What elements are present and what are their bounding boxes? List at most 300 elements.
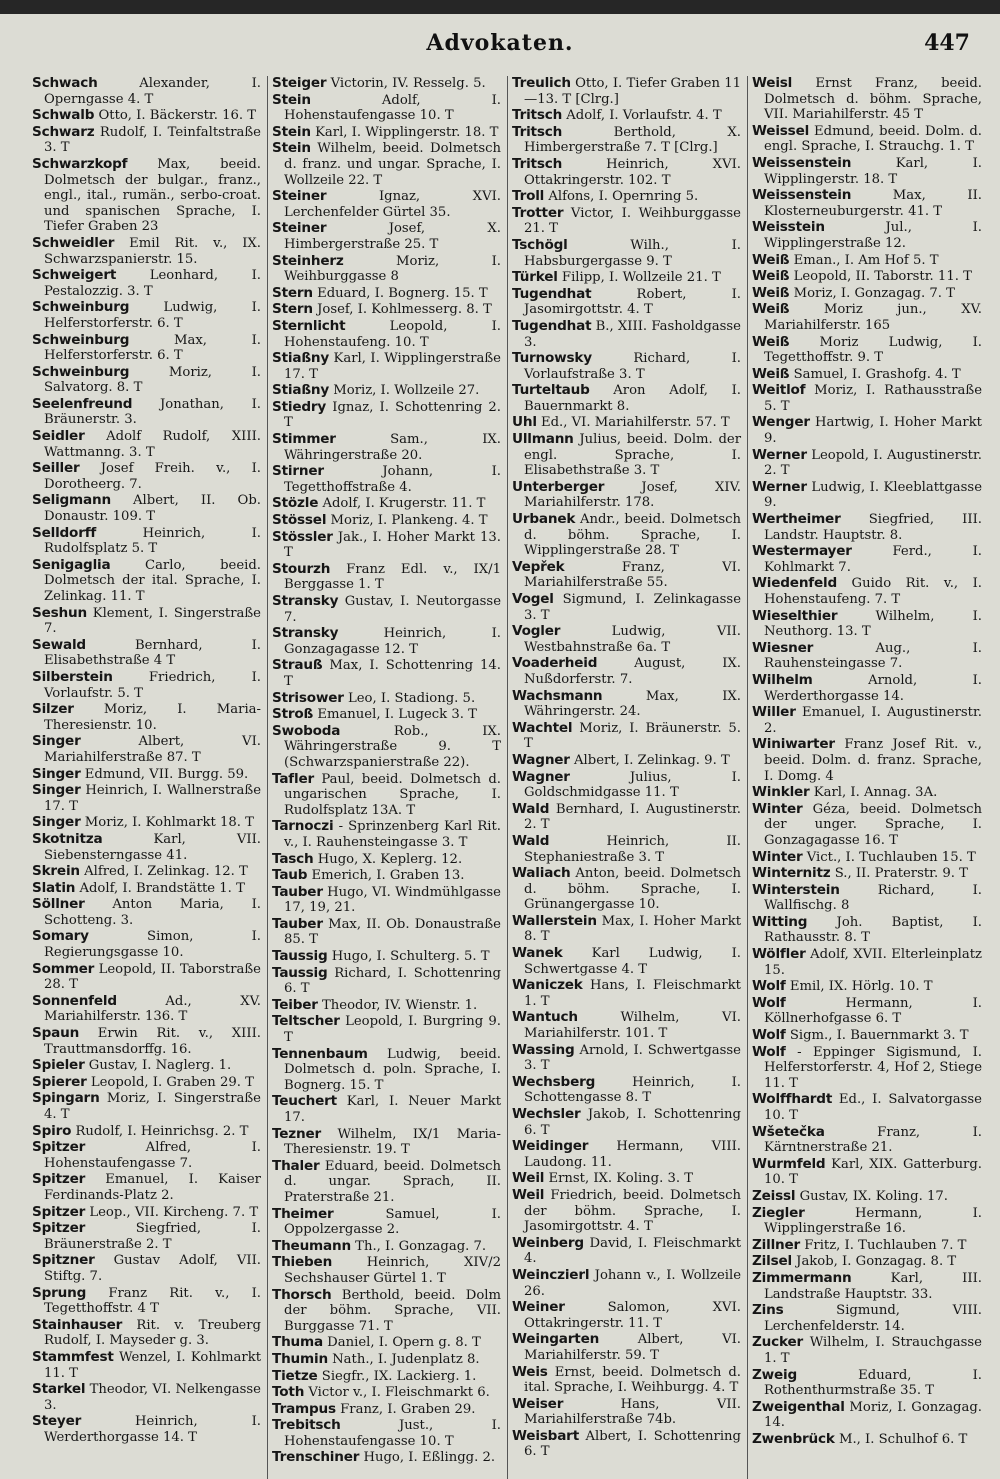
entry-details: Rudolf, I. Heinrichsg. 2. T — [75, 1123, 249, 1139]
entry-details: Siegfried, I. Bräunerstraße 2. T — [44, 1221, 261, 1252]
directory-entry — [752, 1125, 982, 1156]
entry-details: Th., I. Gonzagag. 7. — [355, 1238, 487, 1254]
entry-details: Anton Maria, I. Schotteng. 3. — [44, 897, 261, 928]
entry-name: Weil — [512, 1186, 545, 1203]
directory-entry — [512, 721, 741, 752]
entry-details: Leopold, I. Hohenstaufeng. 10. T — [284, 318, 501, 350]
directory-entry — [32, 558, 261, 605]
entry-details: Otto, I. Tiefer Graben 11—13. T [Clrg.] — [524, 76, 741, 107]
entry-details: Moriz, I. Bräunerstr. 5. T — [524, 720, 741, 752]
directory-entry — [272, 594, 501, 625]
entry-name: Wagner — [512, 768, 570, 785]
entry-details: Alfred, I. Hohenstaufengasse 7. — [44, 1140, 261, 1171]
entry-details: Leopold, I. Burgring 9. T — [284, 1014, 501, 1046]
entry-details: Fritz, I. Tuchlauben 7. T — [804, 1237, 967, 1253]
entry-details: Franz Josef Rit. v., beeid. Dolm. d. franz. Sprache, I. Domg. 4 — [764, 737, 982, 784]
directory-entry — [512, 351, 741, 382]
directory-entry — [752, 335, 982, 366]
entry-name: Winternitz — [752, 865, 831, 882]
entry-name: Weinberg — [512, 1234, 584, 1251]
directory-entry — [752, 480, 982, 511]
directory-entry — [512, 834, 741, 865]
entry-details: Hermann, I. Köllnerhofgasse 6. T — [764, 995, 982, 1027]
entry-details: Leopold, I. Augustinerstr. 2. T — [764, 447, 982, 479]
entry-name: Weiß — [752, 268, 790, 285]
directory-entry — [272, 1159, 501, 1206]
directory-entry — [272, 1418, 501, 1449]
directory-entry — [512, 125, 741, 156]
directory-entry — [272, 1369, 501, 1385]
directory-entry — [32, 897, 261, 928]
entry-name: Stiaßny — [272, 382, 330, 399]
entry-name: Wolf — [752, 994, 786, 1011]
entry-details: Ludwig, VII. Westbahnstraße 6a. T — [524, 624, 741, 655]
entry-details: Leo, I. Stadiong. 5. — [347, 690, 476, 706]
entry-name: Schweinburg — [32, 299, 130, 316]
entry-details: Siegfr., IX. Lackierg. 1. — [321, 1368, 477, 1384]
entry-details: Josef, X. Himbergerstraße 25. T — [284, 221, 501, 252]
entry-name: Weiß — [752, 251, 790, 268]
directory-entry — [512, 802, 741, 833]
entry-details: Max, I. Helferstorferstr. 6. T — [44, 332, 261, 364]
entry-details: Max, I. Hoher Markt 8. T — [524, 913, 741, 945]
entry-name: Stözle — [272, 495, 319, 512]
entry-details: Hermann, I. Wipplingerstraße 16. — [764, 1205, 982, 1237]
entry-name: Türkel — [512, 269, 558, 286]
entry-details: Salomon, XVI. Ottakringerstr. 11. T — [524, 1300, 741, 1331]
entry-name: Winterstein — [752, 881, 840, 898]
entry-name: Uhl — [512, 414, 537, 431]
directory-entry — [512, 1236, 741, 1267]
entry-name: Strauß — [272, 657, 323, 674]
entry-details: Sigmund, I. Zelinkagasse 3. T — [524, 592, 741, 623]
entry-name: Zucker — [752, 1334, 803, 1351]
entry-name: Weil — [512, 1170, 545, 1187]
entry-details: Karl, I. Annag. 3A. — [813, 785, 938, 801]
entry-name: Wiedenfeld — [752, 575, 838, 592]
entry-name: Thumin — [272, 1350, 328, 1367]
entry-details: Leop., VII. Kircheng. 7. T — [89, 1204, 259, 1220]
directory-entry — [512, 560, 741, 591]
entry-details: Ernst, beeid. Dolmetsch d. ital. Sprache, I. Weihburgg. 4. T — [524, 1364, 741, 1396]
entry-name: Spiro — [32, 1122, 72, 1139]
directory-entry — [752, 1303, 982, 1334]
directory-entry — [752, 156, 982, 187]
entry-details: Moriz, I. Salvatorg. 8. T — [44, 364, 261, 396]
directory-entry — [272, 302, 501, 318]
directory-entry — [512, 1429, 741, 1460]
directory-entry — [32, 333, 261, 364]
entry-details: Adolf, I. Vorlaufstr. 4. T — [566, 108, 722, 124]
entry-details: Wilhelm, VI. Mariahilferstr. 101. T — [524, 1010, 741, 1042]
entry-name: Somary — [32, 928, 89, 945]
directory-entry — [512, 157, 741, 188]
directory-entry — [272, 626, 501, 657]
entry-name: Stössler — [272, 528, 333, 545]
entry-details: Emanuel, I. Kaiser Ferdinands-Platz 2. — [44, 1172, 261, 1203]
entry-name: Tauber — [272, 915, 323, 932]
entry-name: Stroß — [272, 706, 314, 723]
directory-entry — [32, 397, 261, 428]
directory-entry — [32, 929, 261, 960]
entry-details: Heinrich, XIV/2 Sechshauser Gürtel 1. T — [284, 1255, 501, 1286]
directory-entry — [272, 724, 501, 771]
entry-name: Werner — [752, 478, 807, 495]
entry-name: Weiner — [512, 1299, 565, 1316]
directory-entry — [752, 802, 982, 849]
entry-name: Strisower — [272, 689, 344, 706]
entry-details: Victor v., I. Fleischmarkt 6. — [308, 1385, 490, 1401]
directory-entry — [752, 1189, 982, 1205]
entry-details: Alfons, I. Opernring 5. — [548, 189, 699, 205]
entry-details: Victor, I. Weihburggasse 21. T — [524, 205, 741, 237]
entry-details: Richard, I. Wallfischg. 8 — [764, 882, 982, 914]
entry-details: Carlo, beeid. Dolmetsch der ital. Sprache, I. Zelinkag. 11. T — [44, 557, 261, 604]
entry-name: Thieben — [272, 1254, 333, 1271]
entry-name: Vepřek — [512, 558, 565, 575]
entry-name: Stammfest — [32, 1348, 114, 1365]
directory-entry — [32, 767, 261, 783]
directory-entry — [32, 1026, 261, 1057]
directory-entry — [32, 1382, 261, 1413]
directory-entry — [752, 850, 982, 866]
entry-details: Gustav Adolf, VII. Stiftg. 7. — [44, 1253, 261, 1284]
entry-name: Zwenbrück — [752, 1430, 835, 1447]
directory-entry — [512, 1075, 741, 1106]
directory-entry — [512, 287, 741, 318]
entry-details: Wilhelm, I. Neuthorg. 13. T — [764, 608, 982, 640]
entry-details: Friedrich, beeid. Dolmetsch der böhm. Sprache, I. Jasomirgottstr. 4. T — [524, 1187, 741, 1235]
directory-entry — [32, 1318, 261, 1349]
entry-name: Wolf — [752, 1043, 786, 1060]
entry-details: Eman., I. Am Hof 5. T — [793, 252, 939, 268]
directory-entry — [752, 512, 982, 543]
entry-details: Aug., I. Rauhensteingasse 7. — [764, 640, 982, 672]
directory-entry — [272, 1288, 501, 1335]
directory-entry — [272, 125, 501, 141]
directory-entry — [752, 737, 982, 784]
directory-entry — [32, 526, 261, 557]
page-number: 447 — [924, 30, 970, 56]
entry-details: Wilhelm, IX/1 Maria-Theresienstr. 19. T — [284, 1126, 501, 1158]
entry-name: Voaderheid — [512, 655, 598, 672]
entry-name: Spierer — [32, 1073, 87, 1090]
entry-details: S., II. Praterstr. 9. T — [834, 866, 968, 882]
directory-entry — [512, 1397, 741, 1428]
entry-name: Winkler — [752, 784, 810, 801]
directory-entry — [752, 415, 982, 446]
entry-details: Moriz, I. Rathausstraße 5. T — [764, 383, 982, 414]
directory-entry — [752, 1238, 982, 1254]
entry-details: Arnold, I. Werderthorgasse 14. — [764, 672, 982, 704]
entry-name: Sommer — [32, 960, 95, 977]
directory-entry — [512, 270, 741, 286]
entry-details: Wilh., I. Habsburgergasse 9. T — [524, 237, 741, 269]
directory-entry — [32, 1221, 261, 1252]
entry-name: Wurmfeld — [752, 1155, 826, 1172]
directory-entry — [272, 658, 501, 689]
directory-entry — [32, 268, 261, 299]
directory-entry — [32, 606, 261, 637]
directory-entry — [512, 914, 741, 945]
entry-details: Eduard, I. Rothenthurmstraße 35. T — [764, 1367, 982, 1399]
directory-entry — [32, 108, 261, 124]
entry-details: David, I. Fleischmarkt 4. — [524, 1235, 741, 1267]
entry-name: Tennenbaum — [272, 1045, 368, 1062]
entry-name: Tafler — [272, 770, 314, 787]
entry-details: Heinrich, I. Werderthorgasse 14. T — [44, 1414, 261, 1445]
entry-name: Singer — [32, 814, 81, 831]
entry-details: Friedrich, I. Vorlaufstr. 5. T — [44, 669, 261, 701]
entry-name: Trampus — [272, 1400, 336, 1417]
entry-name: Weissenstein — [752, 187, 852, 204]
entry-details: Gustav, I. Neutorgasse 7. — [284, 594, 501, 625]
entry-name: Vogler — [512, 623, 561, 640]
entry-details: Leopold, II. Taborstraße 28. T — [44, 961, 261, 993]
entry-details: Hartwig, I. Hoher Markt 9. — [764, 415, 982, 447]
directory-entry — [32, 832, 261, 863]
entry-details: Gustav, IX. Koling. 17. — [799, 1188, 948, 1204]
entry-details: Jul., I. Wipplingerstraße 12. — [764, 220, 982, 251]
entry-details: Emanuel, I. Lugeck 3. T — [317, 707, 477, 723]
entry-details: Heinrich, II. Stephaniestraße 3. T — [524, 833, 741, 865]
entry-details: Andr., beeid. Dolmetsch d. böhm. Sprache, I. Wipplingerstraße 28. T — [524, 512, 741, 559]
entry-name: Taussig — [272, 948, 328, 965]
entry-details: Theodor, VI. Nelkengasse 3. — [44, 1382, 261, 1413]
entry-details: Bernhard, I. Augustinerstr. 2. T — [524, 801, 741, 833]
entry-name: Wantuch — [512, 1009, 578, 1026]
directory-entry — [512, 1188, 741, 1235]
entry-details: Siegfried, III. Landstr. Hauptstr. 8. — [764, 512, 982, 543]
entry-details: Moriz Ludwig, I. Tegetthoffstr. 9. T — [764, 334, 982, 366]
entry-name: Steiger — [272, 76, 327, 91]
directory-entry — [752, 609, 982, 640]
entry-name: Treulich — [512, 76, 571, 91]
directory-entry — [272, 286, 501, 302]
entry-details: Sigmund, VIII. Lerchenfelderstr. 14. — [764, 1303, 982, 1334]
directory-entry — [752, 76, 982, 123]
directory-entry — [272, 998, 501, 1014]
entry-name: Spitzer — [32, 1171, 86, 1188]
entry-details: Johann v., I. Wollzeile 26. — [524, 1267, 741, 1299]
entry-name: Stiaßny — [272, 350, 330, 367]
entry-name: Schweigert — [32, 267, 117, 284]
entry-name: Stössel — [272, 512, 327, 529]
directory-entry — [272, 76, 501, 92]
directory-entry — [32, 1205, 261, 1221]
directory-entry — [272, 221, 501, 252]
entry-details: Ed., VI. Mariahilferstr. 57. T — [540, 415, 730, 431]
entry-details: Rit. v. Treuberg Rudolf, I. Mayseder g. 3. — [44, 1317, 261, 1349]
directory-entry — [272, 917, 501, 948]
entry-details: Emanuel, I. Augustinerstr. 2. — [764, 705, 982, 736]
entry-details: Adolf, I. Brandstätte 1. T — [79, 880, 245, 896]
directory-entry — [512, 1268, 741, 1299]
entry-details: Ferd., I. Kohlmarkt 7. — [764, 544, 982, 575]
directory-entry — [512, 1043, 741, 1074]
entry-details: Rudolf, I. Teinfaltstraße 3. T — [44, 124, 261, 156]
directory-entry — [272, 496, 501, 512]
directory-entry — [272, 1450, 501, 1466]
directory-entry — [32, 300, 261, 331]
entry-details: Adolf, XVII. Elterleinplatz 15. — [764, 947, 982, 978]
directory-entry — [752, 253, 982, 269]
directory-entry — [752, 1092, 982, 1123]
directory-entry — [752, 188, 982, 219]
entry-details: Franz, I. Graben 29. — [340, 1401, 476, 1417]
entry-details: Karl, I. Wipplingerstr. 18. T — [315, 124, 499, 140]
entry-details: Samuel, I. Oppolzergasse 2. — [284, 1206, 501, 1238]
entry-details: Wenzel, I. Kohlmarkt 11. T — [44, 1349, 261, 1381]
entry-details: Franz Rit. v., I. Tegetthoffstr. 4 T — [44, 1285, 261, 1317]
entry-name: Spaun — [32, 1025, 80, 1042]
directory-entry — [512, 206, 741, 237]
entry-details: Heinrich, XVI. Ottakringerstr. 102. T — [524, 156, 741, 188]
entry-name: Stirner — [272, 463, 324, 480]
entry-details: Ludwig, I. Kleeblattgasse 9. — [764, 479, 982, 511]
entry-name: Wechsberg — [512, 1073, 596, 1090]
entry-details: Emil Rit. v., IX. Schwarzspanierstr. 15. — [44, 235, 261, 267]
entry-details: Albert, VI. Mariahilferstr. 59. T — [524, 1332, 741, 1363]
entry-name: Sonnenfeld — [32, 992, 117, 1009]
entry-name: Thuma — [272, 1334, 323, 1351]
entry-details: Berthold, beeid. Dolm der böhm. Sprache, VII. Burggasse 71. T — [284, 1287, 501, 1334]
column-2 — [268, 76, 508, 1479]
entry-name: Steiner — [272, 220, 327, 237]
entry-details: Klement, I. Singerstraße 7. — [44, 605, 261, 637]
entry-name: Tietze — [272, 1367, 318, 1384]
entry-details: Ad., XV. Mariahilferstr. 136. T — [44, 993, 261, 1025]
directory-entry — [512, 319, 741, 350]
entry-name: Willer — [752, 704, 796, 721]
entry-details: Josef Freih. v., I. Dorotheerg. 7. — [44, 461, 261, 492]
entry-name: Stein — [272, 123, 311, 140]
entry-name: Wšetečka — [752, 1123, 825, 1140]
entry-details: Heinrich, I. Wallnerstraße 17. T — [44, 783, 261, 814]
entry-details: August, IX. Nußdorferstr. 7. — [524, 656, 741, 687]
directory-entry — [272, 949, 501, 965]
entry-name: Turnowsky — [512, 350, 592, 367]
directory-entry — [32, 702, 261, 733]
entry-name: Tauber — [272, 883, 323, 900]
page-title: Advokaten. — [426, 30, 574, 56]
directory-entry — [32, 1058, 261, 1074]
directory-entry — [272, 319, 501, 350]
entry-name: Zins — [752, 1302, 784, 1319]
directory-entry — [752, 544, 982, 575]
entry-details: Max, IX. Währingerstr. 24. — [524, 688, 741, 720]
directory-entry — [32, 1172, 261, 1203]
entry-details: Franz Edl. v., IX/1 Berggasse 1. T — [284, 561, 501, 593]
entry-name: Taussig — [272, 964, 328, 981]
entry-name: Toth — [272, 1384, 305, 1401]
directory-entry — [512, 978, 741, 1009]
entry-details: Sigm., I. Bauernmarkt 3. T — [789, 1028, 969, 1044]
entry-details: Moriz, I. Singerstraße 4. T — [44, 1091, 261, 1122]
entry-details: Alexander, I. Operngasse 4. T — [44, 76, 261, 107]
directory-entry — [512, 1365, 741, 1396]
directory-entry — [752, 1206, 982, 1237]
entry-name: Thorsch — [272, 1286, 332, 1303]
entry-name: Wilhelm — [752, 671, 813, 688]
directory-entry — [32, 461, 261, 492]
entry-name: Stransky — [272, 593, 339, 609]
directory-entry — [272, 1385, 501, 1401]
directory-entry — [512, 753, 741, 769]
directory-entry — [512, 656, 741, 687]
entry-details: Leopold, II. Taborstr. 11. T — [793, 269, 972, 285]
entry-details: Karl Ludwig, I. Schwertgasse 4. T — [524, 946, 741, 977]
entry-name: Tritsch — [512, 123, 563, 140]
directory-entry — [752, 383, 982, 414]
entry-details: - Eppinger Sigismund, I. Helferstorferstr. 4, Hof 2, Stiege 11. T — [764, 1044, 982, 1091]
entry-details: Hugo, I. Schulterg. 5. T — [331, 949, 490, 965]
entry-name: Zimmermann — [752, 1269, 852, 1286]
entry-name: Singer — [32, 782, 81, 799]
entry-details: Simon, I. Regierungsgasse 10. — [44, 929, 261, 961]
directory-entry — [272, 1352, 501, 1368]
directory-entry — [272, 1014, 501, 1045]
entry-name: Weidinger — [512, 1138, 589, 1155]
entry-name: Teltscher — [272, 1013, 340, 1030]
entry-details: Adolf, I. Hohenstaufengasse 10. T — [284, 92, 501, 124]
directory-entry — [32, 1075, 261, 1091]
entry-name: Seshun — [32, 604, 87, 621]
directory-entry — [752, 673, 982, 704]
entry-details: Paul, beeid. Dolmetsch d. ungarischen Sprache, I. Rudolfsplatz 13A. T — [284, 771, 501, 818]
entry-name: Zweigenthal — [752, 1398, 845, 1415]
entry-details: Ignaz, XVI. Lerchenfelder Gürtel 35. — [284, 189, 501, 220]
entry-name: Turteltaub — [512, 382, 590, 399]
entry-name: Selldorff — [32, 524, 97, 541]
entry-details: Alfred, I. Zelinkag. 12. T — [84, 864, 248, 880]
directory-entry — [272, 254, 501, 285]
directory-entry — [272, 707, 501, 723]
directory-entry — [512, 1010, 741, 1041]
directory-entry — [752, 576, 982, 607]
entry-details: Wilhelm, I. Strauchgasse 1. T — [764, 1335, 982, 1366]
entry-details: Julius, I. Goldschmidgasse 11. T — [524, 769, 741, 801]
directory-entry — [272, 868, 501, 884]
directory-entry — [32, 1253, 261, 1284]
entry-details: - Sprinzenberg Karl Rit. v., I. Rauhensteingasse 3. T — [284, 819, 501, 850]
entry-name: Stein — [272, 140, 311, 157]
directory-entry — [272, 1047, 501, 1094]
entry-details: Albert, VI. Mariahilferstraße 87. T — [44, 734, 261, 765]
entry-details: Géza, beeid. Dolmetsch der unger. Sprache, I. Gonzagagasse 16. T — [764, 801, 982, 848]
entry-name: Wertheimer — [752, 511, 841, 528]
entry-name: Sternlicht — [272, 317, 346, 334]
entry-name: Sprung — [32, 1284, 87, 1301]
directory-entry — [512, 624, 741, 655]
entry-name: Stein — [272, 91, 311, 108]
entry-name: Winter — [752, 848, 803, 865]
entry-details: Karl, III. Landstraße Hauptstr. 33. — [764, 1270, 982, 1302]
directory-entry — [752, 269, 982, 285]
entry-details: Ignaz, I. Schottenring 2. T — [284, 399, 501, 431]
entry-details: Max, II. Klosterneuburgerstr. 41. T — [764, 188, 982, 219]
entry-name: Ziegler — [752, 1204, 805, 1221]
directory-entry — [752, 883, 982, 914]
entry-details: Max, I. Schottenring 14. T — [284, 658, 501, 689]
entry-name: Wolf — [752, 978, 786, 995]
entry-details: Leonhard, I. Pestalozzig. 3. T — [44, 268, 261, 299]
directory-entry — [752, 979, 982, 995]
entry-details: Sam., IX. Währingerstraße 20. — [284, 432, 501, 463]
directory-entry — [752, 705, 982, 736]
entry-name: Wallerstein — [512, 912, 597, 929]
entry-name: Wald — [512, 832, 550, 849]
